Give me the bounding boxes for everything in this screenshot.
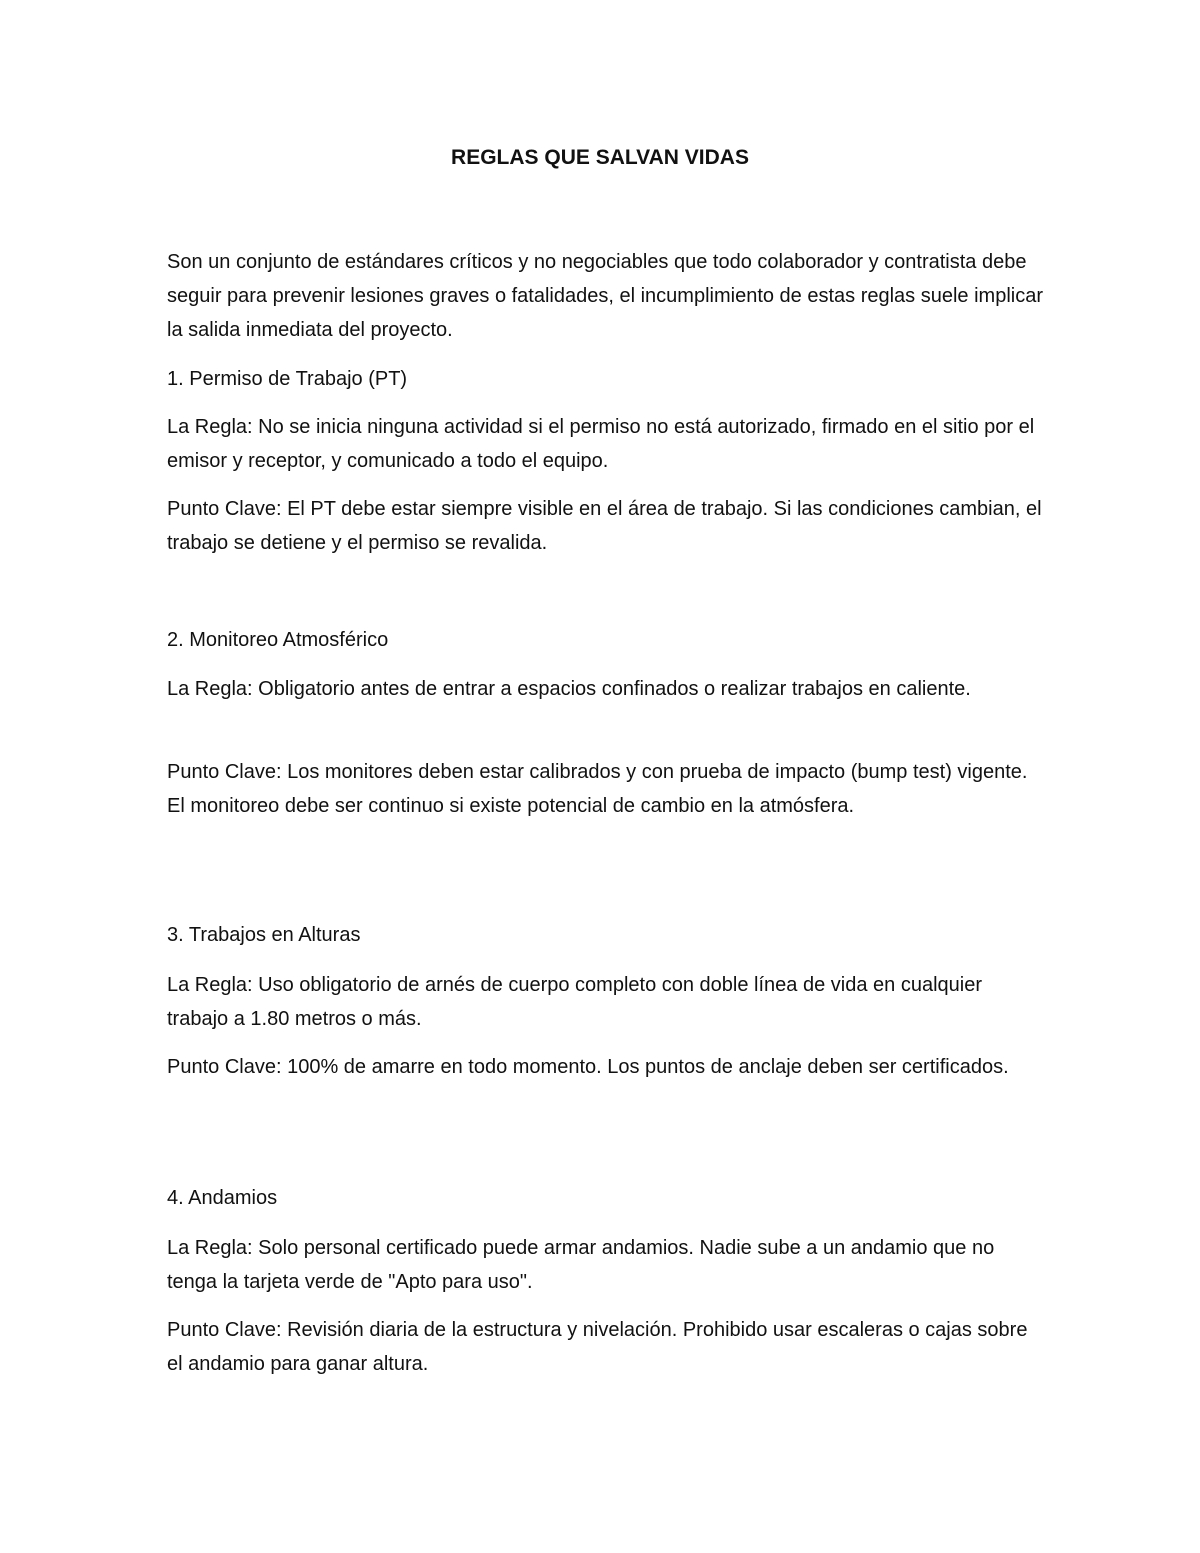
- section-heading: 3. Trabajos en Alturas: [167, 924, 361, 946]
- section-rule: La Regla: Uso obligatorio de arnés de cuerpo completo con doble línea de vida en cualquier trabajo a 1.80 metros o más.: [167, 974, 982, 1030]
- intro-paragraph: Son un conjunto de estándares críticos y no negociables que todo colaborador y contratista debe seguir para prevenir lesiones graves o fatalidades, el incumplimiento de estas reglas suele implicar la salida inmediata del proyecto.: [167, 251, 1044, 341]
- section-heading: 2. Monitoreo Atmosférico: [167, 629, 389, 651]
- section-heading: 4. Andamios: [167, 1187, 278, 1209]
- document-title: REGLAS QUE SALVAN VIDAS: [451, 146, 749, 169]
- section-rule: La Regla: No se inicia ninguna actividad si el permiso no está autorizado, firmado en el sitio por el emisor y receptor, y comunicado a todo el equipo.: [167, 416, 1035, 472]
- section-rule: La Regla: Obligatorio antes de entrar a espacios confinados o realizar trabajos en caliente.: [167, 678, 971, 700]
- section-key-point: Punto Clave: Los monitores deben estar calibrados y con prueba de impacto (bump test) vigente. El monitoreo debe ser continuo si existe potencial de cambio en la atmósfera.: [167, 761, 1028, 817]
- section-key-point: Punto Clave: 100% de amarre en todo momento. Los puntos de anclaje deben ser certificados.: [167, 1056, 1009, 1078]
- section-key-point: Punto Clave: Revisión diaria de la estructura y nivelación. Prohibido usar escaleras o cajas sobre el andamio para ganar altura.: [167, 1319, 1028, 1375]
- section-rule: La Regla: Solo personal certificado puede armar andamios. Nadie sube a un andamio que no tenga la tarjeta verde de "Apto para uso".: [167, 1237, 995, 1293]
- section-key-point: Punto Clave: El PT debe estar siempre visible en el área de trabajo. Si las condiciones cambian, el trabajo se detiene y el permiso se revalida.: [167, 498, 1042, 554]
- section-heading: 1. Permiso de Trabajo (PT): [167, 368, 408, 390]
